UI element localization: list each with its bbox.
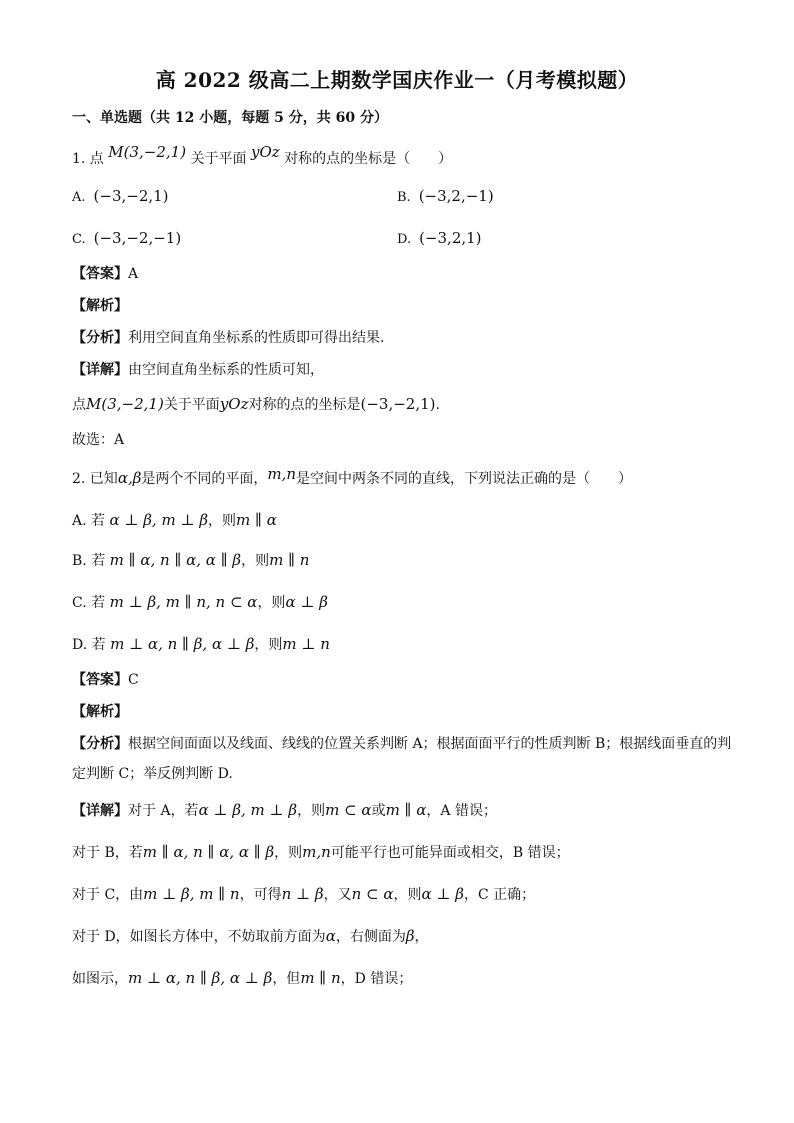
q1-detail xyxy=(72,360,324,380)
text: ，则 xyxy=(297,803,326,819)
math-expr: β xyxy=(405,927,415,945)
q1-point: M(3,−2,1) xyxy=(108,143,187,161)
text: ，则 xyxy=(393,887,422,903)
answer-value: C xyxy=(128,672,139,688)
q1-answer xyxy=(72,264,138,284)
text: 或 xyxy=(371,803,386,819)
q1-plane: yOz xyxy=(250,143,280,161)
q2-detail-c xyxy=(72,884,535,905)
math-expr: α xyxy=(325,927,336,945)
text: 点 xyxy=(72,397,86,413)
section-heading: 一、单选题（共 12 小题，每题 5 分，共 60 分） xyxy=(72,110,388,126)
option-value: (−3,−2,−1) xyxy=(93,229,182,247)
q2-detail-b xyxy=(72,842,570,863)
text: . xyxy=(435,397,440,413)
option-label: C. xyxy=(72,232,86,247)
math-result: (−3,−2,1) xyxy=(360,395,436,413)
math-expr: α ⊥ β, m ⊥ β xyxy=(198,801,298,819)
q2-analysis-line1 xyxy=(72,734,731,754)
math-expr: m ⊂ α xyxy=(325,801,372,819)
text: ，又 xyxy=(323,887,352,903)
text: 2. 已知 xyxy=(72,471,118,487)
text: ，则 xyxy=(274,845,303,861)
math-planes: α,β xyxy=(117,469,142,487)
option-label: C. 若 xyxy=(72,595,106,611)
option-label: B. xyxy=(397,190,411,205)
math-expr: m ∥ n xyxy=(269,551,310,569)
text: 对于 D，如图长方体中，不妨取前方面为 xyxy=(72,929,326,945)
math-expr: m ∥ α xyxy=(385,801,427,819)
option-label: D. 若 xyxy=(72,637,106,653)
q2-detail-d xyxy=(72,926,429,947)
document-title: 高 2022 级高二上期数学国庆作业一（月考模拟题） xyxy=(155,68,639,92)
text: 如图示， xyxy=(72,971,128,987)
text: ， xyxy=(414,929,429,945)
option-label: A. xyxy=(72,190,86,205)
q2-analysis-line2: 定判断 C；举反例判断 D. xyxy=(72,766,233,782)
text: ，D 错误； xyxy=(340,971,413,987)
text: 对称的点的坐标是 xyxy=(248,397,361,413)
q2-detail-a xyxy=(72,800,497,821)
text: 是空间中两条不同的直线，下列说法正确的是（ ） xyxy=(296,471,633,487)
text: ，A 错误； xyxy=(426,803,497,819)
math-expr: α ⊥ β xyxy=(421,885,464,903)
q2-detail-d2 xyxy=(72,968,412,989)
math-lines: m,n xyxy=(267,465,297,483)
option-label: B. 若 xyxy=(72,553,106,569)
q2-jiexi-tag: 【解析】 xyxy=(72,704,128,720)
text: ，则 xyxy=(241,553,270,569)
math-expr: m ∥ α, n ∥ α, α ∥ β xyxy=(109,551,242,569)
math-expr: n ⊂ α xyxy=(351,885,394,903)
option-value: (−3,−2,1) xyxy=(93,187,169,205)
q2-option-d xyxy=(72,634,330,655)
q1-option-b xyxy=(397,186,494,208)
q1-option-c xyxy=(72,228,181,250)
q1-stem-pre: 1. 点 xyxy=(72,151,104,167)
detail-tag: 【详解】 xyxy=(72,803,128,819)
detail-text: 由空间直角坐标系的性质可知， xyxy=(128,362,324,378)
math-expr: m ⊥ β, m ∥ n, n ⊂ α xyxy=(109,593,258,611)
analysis-text: 根据空间面面以及线面、线线的位置关系判断 A；根据面面平行的性质判断 B；根据线面垂直的判 xyxy=(128,736,732,752)
question-2-stem xyxy=(72,465,633,489)
math-expr: m ∥ α, n ∥ α, α ∥ β xyxy=(142,843,275,861)
math-expr: α ⊥ β xyxy=(285,593,328,611)
q1-option-d xyxy=(397,228,482,250)
text: ，则 xyxy=(254,637,283,653)
math-expr: m ∥ n xyxy=(300,969,341,987)
math-expr: n ⊥ β xyxy=(281,885,324,903)
q1-analysis xyxy=(72,328,384,348)
text: ，则 xyxy=(257,595,286,611)
text: 对于 C，由 xyxy=(72,887,144,903)
answer-tag: 【答案】 xyxy=(72,672,128,688)
q1-conclusion: 故选：A xyxy=(72,432,125,448)
math-expr: α ⊥ β, m ⊥ β xyxy=(109,511,208,529)
q1-stem-post: 对称的点的坐标是（ ） xyxy=(284,151,453,167)
question-1-stem xyxy=(72,143,453,169)
text: 对于 B，若 xyxy=(72,845,143,861)
q2-option-a xyxy=(72,510,277,531)
analysis-tag: 【分析】 xyxy=(72,736,128,752)
q2-answer xyxy=(72,670,139,690)
text: ，可得 xyxy=(239,887,282,903)
text: ，右侧面为 xyxy=(335,929,406,945)
q1-jiexi-tag: 【解析】 xyxy=(72,298,128,314)
option-value: (−3,2,−1) xyxy=(418,187,494,205)
math-expr: m ⊥ β, m ∥ n xyxy=(143,885,240,903)
math-expr: m ⊥ n xyxy=(282,635,330,653)
answer-value: A xyxy=(128,266,139,282)
text: ，则 xyxy=(208,513,236,529)
math-expr: m,n xyxy=(302,843,331,861)
option-label: A. 若 xyxy=(72,513,106,529)
math-plane: yOz xyxy=(219,395,249,413)
text: ，C 正确； xyxy=(463,887,536,903)
text: 对于 A，若 xyxy=(128,803,199,819)
q1-stem-mid: 关于平面 xyxy=(190,151,247,167)
option-value: (−3,2,1) xyxy=(419,229,482,247)
math-expr: m ⊥ α, n ∥ β, α ⊥ β xyxy=(110,635,255,653)
math-expr: m ∥ α xyxy=(236,511,277,529)
analysis-tag: 【分析】 xyxy=(72,330,128,346)
detail-tag: 【详解】 xyxy=(72,362,128,378)
option-label: D. xyxy=(397,232,412,247)
text: ，但 xyxy=(272,971,301,987)
q2-option-b xyxy=(72,550,309,571)
text: 可能平行也可能异面或相交，B 错误； xyxy=(330,845,570,861)
answer-tag: 【答案】 xyxy=(72,266,128,282)
q1-option-a xyxy=(72,186,169,208)
math-point: M(3,−2,1) xyxy=(86,395,164,413)
text: 关于平面 xyxy=(163,397,220,413)
q2-option-c xyxy=(72,592,328,613)
text: 是两个不同的平面， xyxy=(141,471,268,487)
math-expr: m ⊥ α, n ∥ β, α ⊥ β xyxy=(128,969,273,987)
analysis-text: 利用空间直角坐标系的性质即可得出结果. xyxy=(128,330,385,346)
q1-detail-line2 xyxy=(72,394,440,415)
